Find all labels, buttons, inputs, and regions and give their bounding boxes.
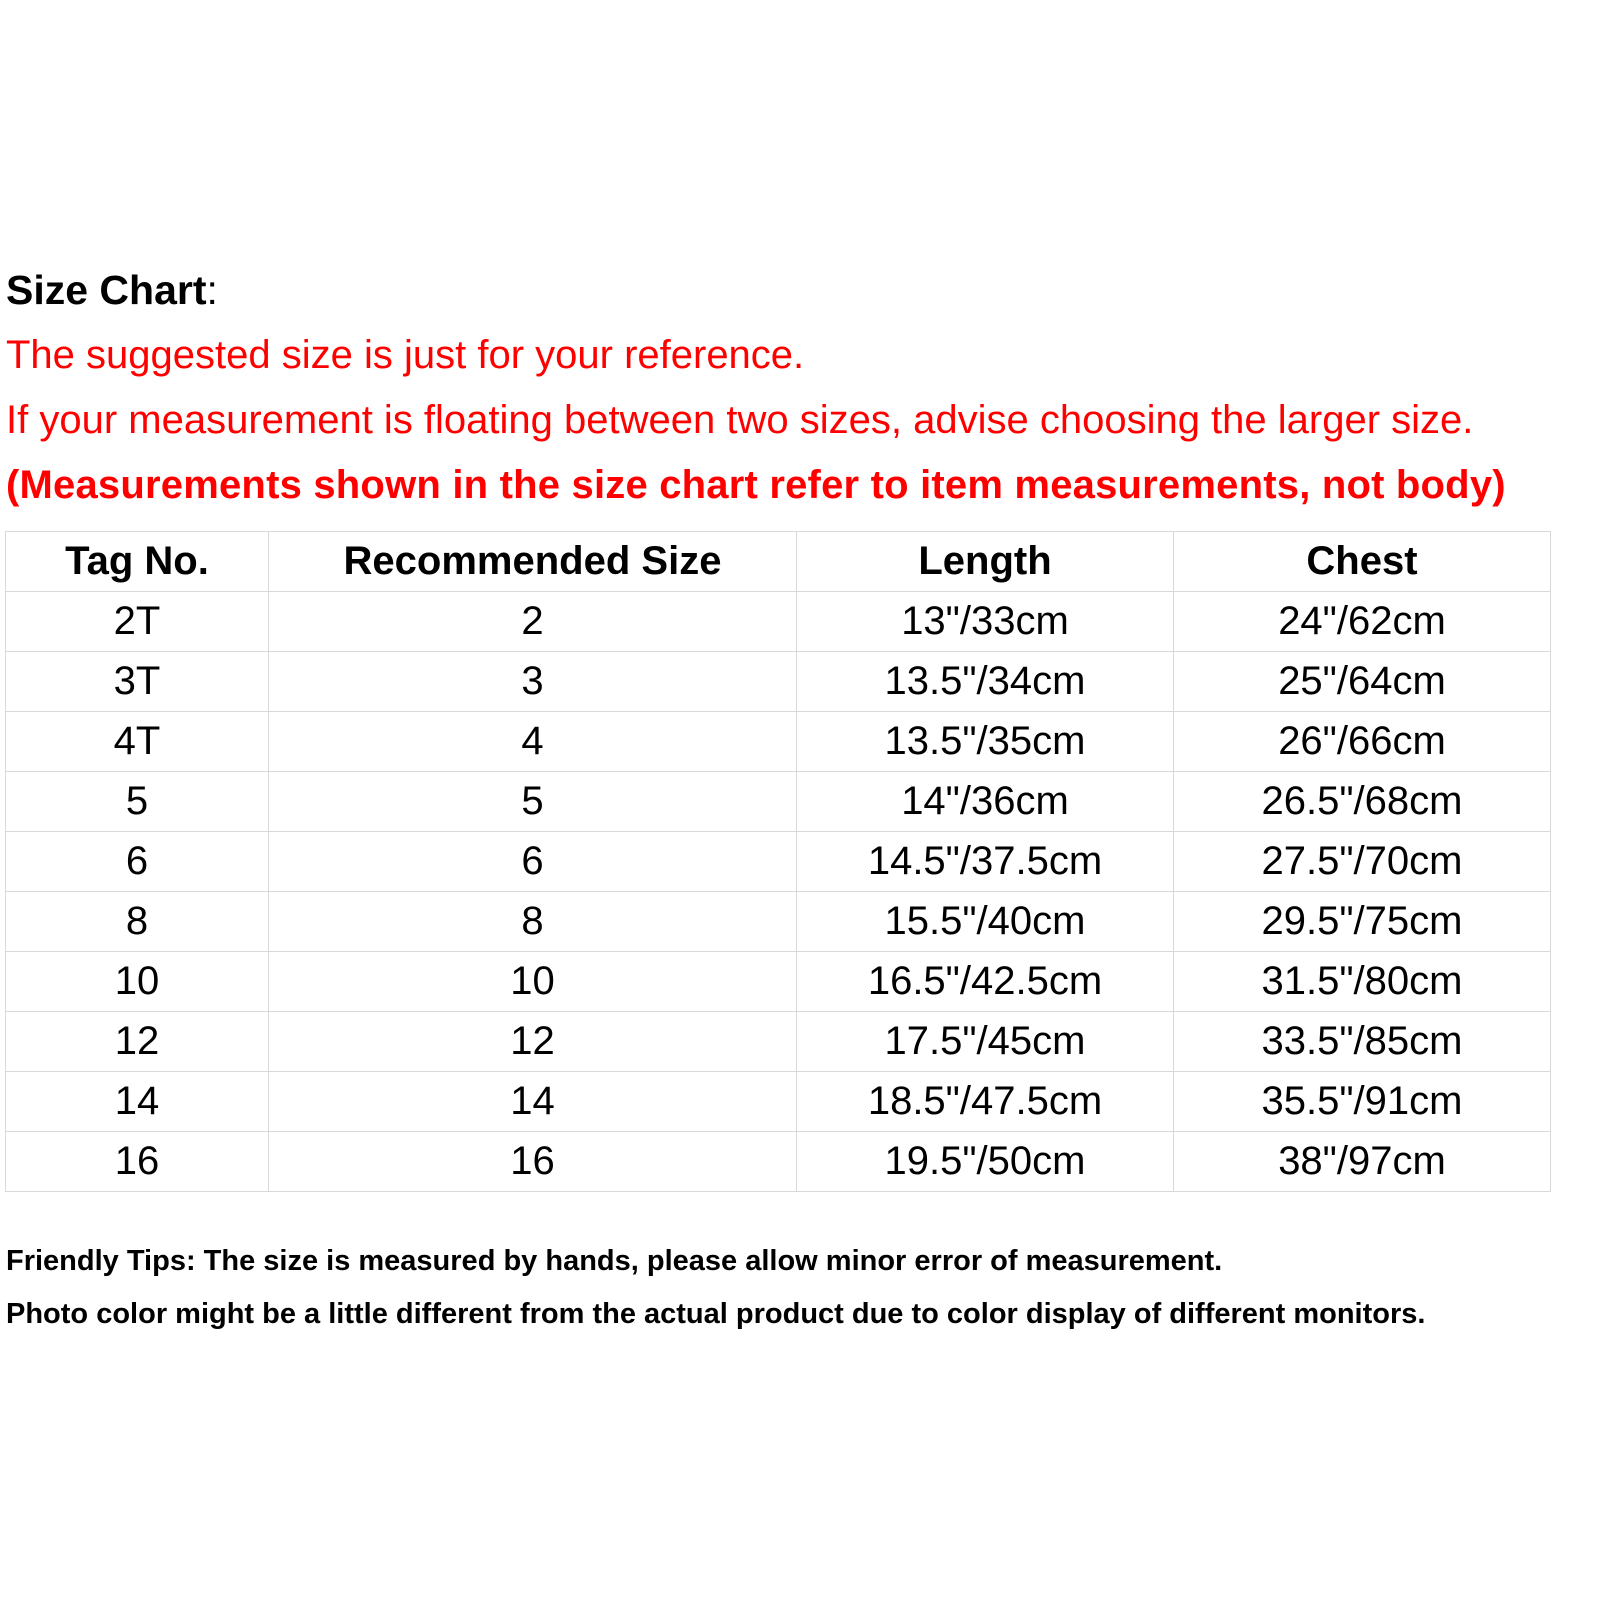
cell-tag-no: 14 <box>6 1072 269 1132</box>
cell-length: 13"/33cm <box>797 592 1174 652</box>
table-row <box>6 832 1551 892</box>
cell-recommended-size: 2 <box>269 592 797 652</box>
reference-note: The suggested size is just for your reference. <box>6 333 805 377</box>
cell-length: 19.5"/50cm <box>797 1132 1174 1192</box>
table-row <box>6 1132 1551 1192</box>
page-title: Size Chart <box>6 267 207 313</box>
table-row <box>6 1012 1551 1072</box>
cell-length: 13.5"/34cm <box>797 652 1174 712</box>
table-row <box>6 652 1551 712</box>
cell-tag-no: 3T <box>6 652 269 712</box>
table-row <box>6 892 1551 952</box>
cell-tag-no: 8 <box>6 892 269 952</box>
size-chart-heading <box>6 266 218 314</box>
cell-tag-no: 5 <box>6 772 269 832</box>
cell-chest: 38"/97cm <box>1174 1132 1551 1192</box>
header-chest: Chest <box>1174 532 1551 592</box>
cell-length: 17.5"/45cm <box>797 1012 1174 1072</box>
cell-tag-no: 6 <box>6 832 269 892</box>
cell-tag-no: 12 <box>6 1012 269 1072</box>
color-disclaimer: Photo color might be a little different from the actual product due to color display of different monitors. <box>6 1298 1426 1330</box>
cell-length: 16.5"/42.5cm <box>797 952 1174 1012</box>
cell-chest: 33.5"/85cm <box>1174 1012 1551 1072</box>
cell-recommended-size: 5 <box>269 772 797 832</box>
cell-recommended-size: 12 <box>269 1012 797 1072</box>
cell-tag-no: 2T <box>6 592 269 652</box>
cell-chest: 24"/62cm <box>1174 592 1551 652</box>
cell-chest: 26.5"/68cm <box>1174 772 1551 832</box>
cell-chest: 31.5"/80cm <box>1174 952 1551 1012</box>
cell-recommended-size: 3 <box>269 652 797 712</box>
cell-length: 14"/36cm <box>797 772 1174 832</box>
cell-chest: 27.5"/70cm <box>1174 832 1551 892</box>
cell-tag-no: 16 <box>6 1132 269 1192</box>
cell-length: 15.5"/40cm <box>797 892 1174 952</box>
measurement-disclaimer: (Measurements shown in the size chart refer to item measurements, not body) <box>6 463 1506 507</box>
header-length: Length <box>797 532 1174 592</box>
cell-length: 13.5"/35cm <box>797 712 1174 772</box>
friendly-tip: Friendly Tips: The size is measured by hands, please allow minor error of measurement. <box>6 1245 1223 1277</box>
table-row <box>6 772 1551 832</box>
sizing-advice-note: If your measurement is floating between two sizes, advise choosing the larger size. <box>6 398 1474 442</box>
cell-recommended-size: 16 <box>269 1132 797 1192</box>
cell-recommended-size: 6 <box>269 832 797 892</box>
cell-chest: 35.5"/91cm <box>1174 1072 1551 1132</box>
table-header-row <box>6 532 1551 592</box>
table-row <box>6 952 1551 1012</box>
cell-tag-no: 10 <box>6 952 269 1012</box>
size-table <box>5 531 1551 1192</box>
cell-tag-no: 4T <box>6 712 269 772</box>
cell-chest: 26"/66cm <box>1174 712 1551 772</box>
title-colon: : <box>206 267 218 313</box>
table-row <box>6 592 1551 652</box>
cell-chest: 29.5"/75cm <box>1174 892 1551 952</box>
cell-length: 18.5"/47.5cm <box>797 1072 1174 1132</box>
cell-chest: 25"/64cm <box>1174 652 1551 712</box>
cell-recommended-size: 4 <box>269 712 797 772</box>
cell-length: 14.5"/37.5cm <box>797 832 1174 892</box>
header-tag-no: Tag No. <box>6 532 269 592</box>
cell-recommended-size: 14 <box>269 1072 797 1132</box>
header-recommended-size: Recommended Size <box>269 532 797 592</box>
table-row <box>6 712 1551 772</box>
cell-recommended-size: 8 <box>269 892 797 952</box>
cell-recommended-size: 10 <box>269 952 797 1012</box>
table-row <box>6 1072 1551 1132</box>
